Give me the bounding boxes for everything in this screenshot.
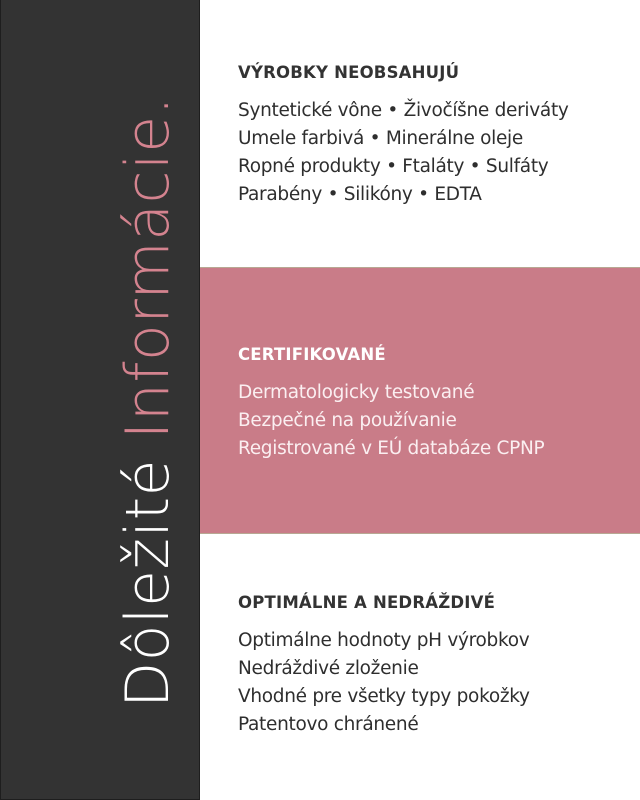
list-item: Nedráždivé zloženie [238,658,419,679]
section-heading: CERTIFIKOVANÉ [238,345,386,364]
list-item: Umele farbivá • Minerálne oleje [238,128,523,149]
vertical-title [113,95,183,708]
list-item: Bezpečné na používanie [238,410,457,431]
list-item: Patentovo chránené [238,714,419,735]
section-optimal-non-irritating [200,593,640,739]
list-item: Registrované v EÚ databáze CPNP [238,438,545,459]
section-heading: VÝROBKY NEOBSAHUJÚ [238,63,460,82]
title-part-information: Informácie. [113,95,183,440]
list-item: Dermatologicky testované [238,382,475,403]
section-certified [200,345,640,463]
list-item: Ropné produkty • Ftaláty • Sulfáty [238,156,549,177]
list-item: Vhodné pre všetky typy pokožky [238,686,530,707]
title-part-important: Dôležité [113,439,183,708]
section-heading: OPTIMÁLNE A NEDRÁŽDIVÉ [238,593,496,612]
sidebar-panel [0,0,200,800]
list-item: Parabény • Silikóny • EDTA [238,184,482,205]
section-free-from [200,63,640,209]
list-item: Optimálne hodnoty pH výrobkov [238,630,530,651]
list-item: Syntetické vône • Živočíšne deriváty [238,100,569,121]
